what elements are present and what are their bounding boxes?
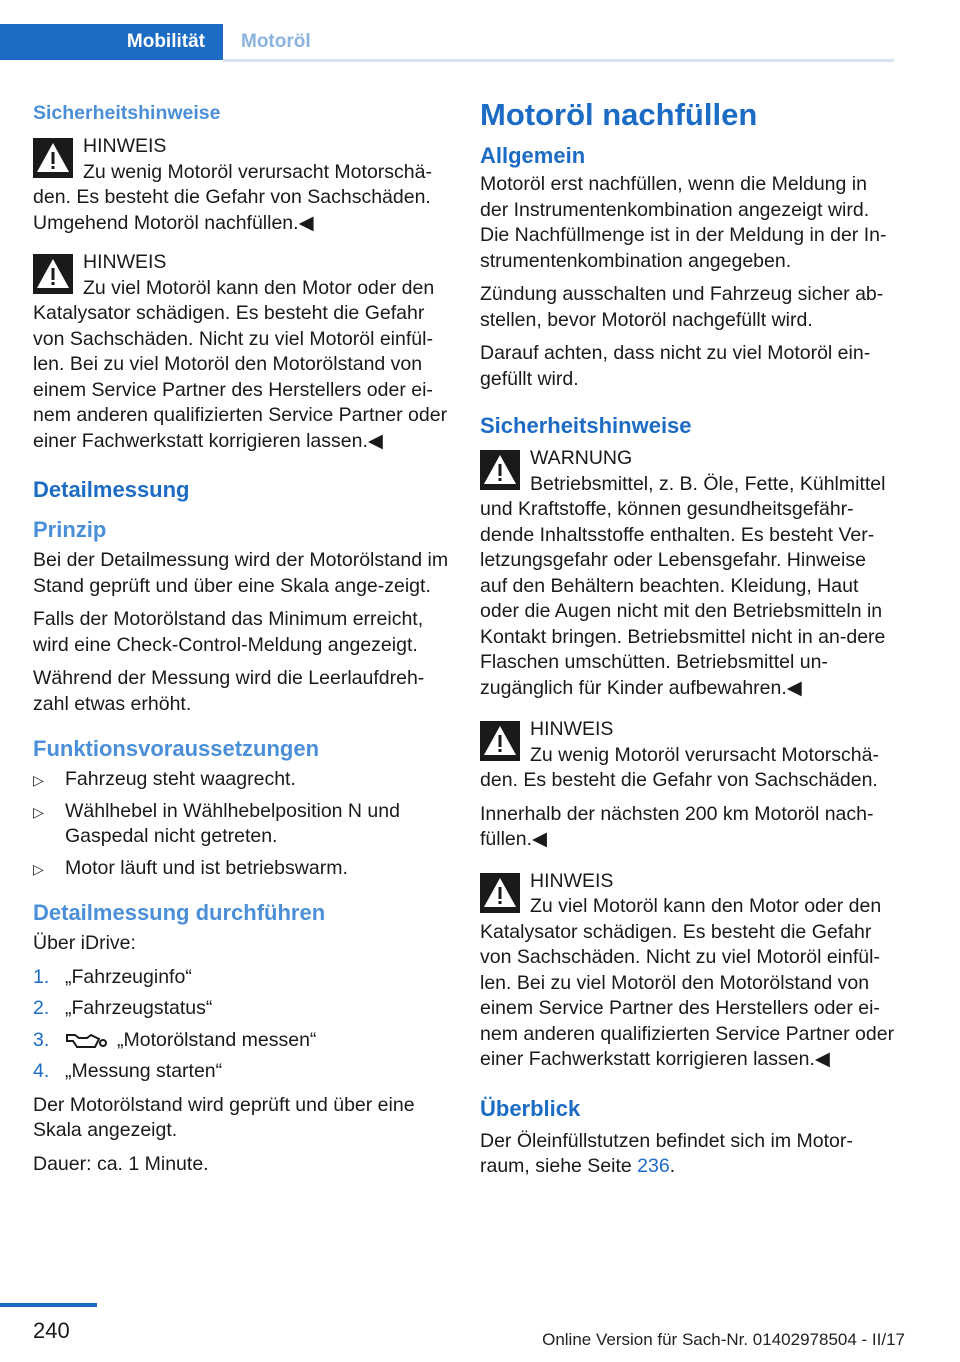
left-column — [33, 100, 449, 1185]
general-paragraph: Motoröl erst nachfüllen, wenn die Meldung in der Instrumentenkombination angezeigt wird. Die Nachfüllmenge ist in der Meldung in der In-strumentenkombination angegeben. — [480, 173, 887, 272]
bullet-arrow-icon: ▷ — [33, 803, 44, 820]
warning-text: Zu wenig Motoröl verursacht Motorschä-den. Es besteht die Gefahr von Sachschäden. — [480, 743, 879, 791]
page-number: 240 — [33, 1318, 70, 1343]
warning-triangle-icon — [33, 254, 73, 294]
page-title: Motoröl nachfüllen — [480, 97, 758, 132]
warning-triangle-icon — [480, 873, 520, 913]
duration-paragraph: Dauer: ca. 1 Minute. — [33, 1152, 209, 1175]
safety-heading: Sicherheitshinweise — [33, 102, 221, 124]
prereq-list — [33, 767, 449, 881]
warning-block — [480, 446, 896, 701]
header-underline — [223, 59, 894, 62]
warning-text: Zu viel Motoröl kann den Motor oder den Katalysator schädigen. Es besteht die Gefahr von Sachschäden. Nicht zu viel Motoröl einfül-len. Bei zu viel Motoröl den Motorölstand von einem Service Partner des Herstellers oder ei-nem anderen qualifizierten Service Partner oder einer Fachwerkstatt korrigieren lassen.◀ — [33, 276, 448, 452]
footer-accent-line — [0, 1303, 97, 1307]
online-version-note: Online Version für Sach-Nr. 01402978504 - II/17 — [542, 1330, 905, 1349]
list-item: ▷ Fahrzeug steht waagrecht. — [33, 767, 449, 793]
list-item: 4. „Messung starten“ — [33, 1060, 223, 1082]
warning-triangle-icon — [480, 721, 520, 761]
warning-label: HINWEIS — [83, 135, 167, 157]
warning-block — [480, 717, 896, 794]
list-item: 3. „Motorölstand messen“ — [33, 1028, 317, 1051]
detail-heading: Detailmessung — [33, 477, 190, 502]
steps-list — [33, 965, 449, 1085]
list-item: 2. „Fahrzeugstatus“ — [33, 997, 213, 1019]
list-item: ▷ Wählhebel in Wählhebelposition N und Gaspedal nicht getreten. — [33, 799, 400, 847]
warning-block — [33, 134, 449, 236]
via-idrive: Über iDrive: — [33, 932, 136, 954]
warning-triangle-icon — [480, 450, 520, 490]
overview-paragraph: Der Öleinfüllstutzen befindet sich im Motor-raum, siehe Seite 236. — [480, 1129, 853, 1177]
warning-label: WARNUNG — [530, 447, 633, 469]
principle-paragraph: Während der Messung wird die Leerlaufdreh-zahl etwas erhöht. — [33, 667, 425, 715]
header-bar — [0, 24, 894, 60]
warning-block — [480, 869, 896, 1073]
bullet-arrow-icon: ▷ — [33, 860, 44, 877]
result-paragraph: Der Motorölstand wird geprüft und über eine Skala angezeigt. — [33, 1093, 415, 1141]
warning-text: Betriebsmittel, z. B. Öle, Fette, Kühlmittel und Kraftstoffe, können gesundheitsgefähr-dende Inhaltsstoffe enthalten. Es besteht Ver-letzungsgefahr oder Lebensgefahr. Hinweise auf den Behältern beachten. Kleidung, Haut oder die Augen nicht mit den Betriebsmitteln in Kontakt bringen. Betriebsmittel nicht in an-dere Flaschen umschütten. Betriebsmittel un-zugänglich für Kinder aufbewahren.◀ — [480, 472, 886, 699]
warning-label: HINWEIS — [530, 869, 614, 892]
principle-paragraph: Bei der Detailmessung wird der Motorölstand im Stand geprüft und über eine Skala ange-zeigt. — [33, 549, 449, 597]
perform-heading: Detailmessung durchführen — [33, 900, 326, 925]
oil-can-icon — [65, 1029, 109, 1051]
warning-extra: Innerhalb der nächsten 200 km Motoröl nach-füllen.◀ — [480, 802, 874, 850]
warning-block — [33, 250, 449, 454]
warning-triangle-icon — [33, 138, 73, 178]
general-paragraph: Darauf achten, dass nicht zu viel Motoröl ein-gefüllt wird. — [480, 342, 871, 390]
overview-heading: Überblick — [480, 1095, 581, 1121]
tab-motoroel[interactable]: Motoröl — [241, 31, 311, 52]
principle-heading: Prinzip — [33, 517, 107, 542]
prereq-heading: Funktionsvoraussetzungen — [33, 736, 320, 761]
tab-mobilitaet[interactable]: Mobilität — [0, 24, 223, 60]
principle-paragraph: Falls der Motorölstand das Minimum erreicht, wird eine Check-Control-Meldung angezeigt. — [33, 608, 424, 656]
general-heading: Allgemein — [480, 143, 586, 168]
general-paragraph: Zündung ausschalten und Fahrzeug sicher ab-stellen, bevor Motoröl nachgefüllt wird. — [480, 283, 884, 331]
page-reference-link[interactable]: 236 — [637, 1155, 670, 1177]
warning-text: Zu viel Motoröl kann den Motor oder den Katalysator schädigen. Es besteht die Gefahr von Sachschäden. Nicht zu viel Motoröl einfül-len. Bei zu viel Motoröl den Motorölstand von einem Service Partner des Herstellers oder ei-nem anderen qualifizierten Service Partner oder einer Fachwerkstatt korrigieren lassen.◀ — [480, 895, 895, 1070]
bullet-arrow-icon: ▷ — [33, 772, 44, 788]
safety-heading: Sicherheitshinweise — [480, 413, 692, 438]
warning-label: HINWEIS — [83, 251, 167, 273]
right-column — [480, 96, 896, 1188]
warning-label: HINWEIS — [530, 718, 614, 740]
warning-text: Zu wenig Motoröl verursacht Motorschä-den. Es besteht die Gefahr von Sachschäden. Umgehend Motoröl nachfüllen.◀ — [33, 160, 432, 234]
list-item: 1. „Fahrzeuginfo“ — [33, 965, 192, 988]
list-item: ▷ Motor läuft und ist betriebswarm. — [33, 856, 449, 882]
